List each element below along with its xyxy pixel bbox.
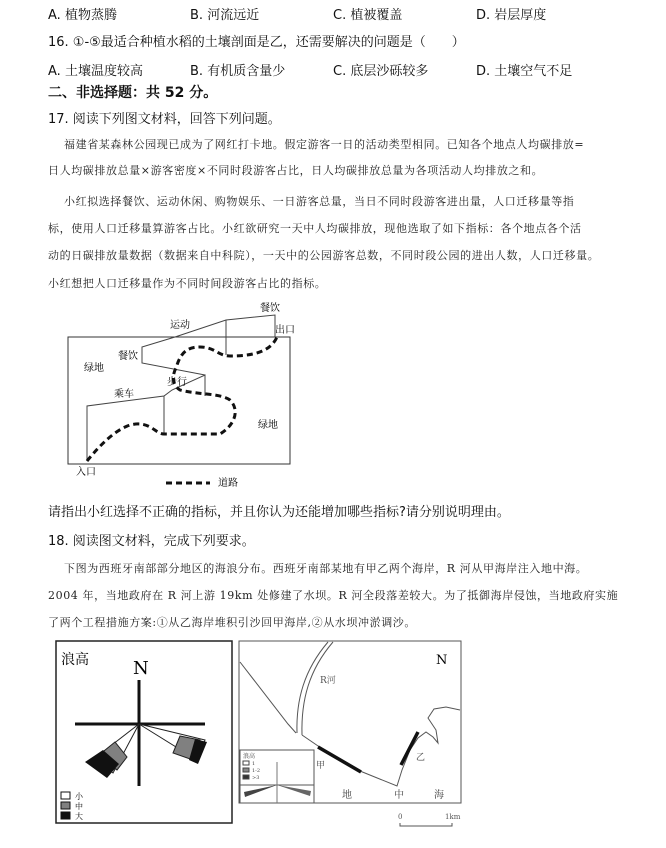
label-green-left: 绿地 bbox=[84, 363, 104, 374]
option-letter: D. bbox=[476, 8, 491, 23]
legend-road-label: 道路 bbox=[218, 478, 238, 489]
label-exit: 出口 bbox=[275, 325, 295, 336]
q15-option-c bbox=[333, 4, 402, 23]
q15-option-a bbox=[48, 4, 117, 23]
scale-bar bbox=[400, 823, 452, 826]
option-letter: D. bbox=[476, 64, 491, 79]
q17-question: 请指出小红选择不正确的指标，并且你认为还能增加哪些指标?请分别说明理由。 bbox=[48, 505, 510, 520]
inset-swatch-2 bbox=[243, 768, 249, 772]
option-letter: A. bbox=[48, 64, 61, 79]
q18-para-line: 了两个工程措施方案:①从乙海岸堆积引沙回甲海岸,②从水坝冲淤调沙。 bbox=[48, 616, 416, 629]
option-text: 有机质含量少 bbox=[207, 64, 286, 79]
q17-stem: 17. 阅读下列图文材料，回答下列问题。 bbox=[48, 112, 281, 127]
inset-legend-2: 1-2 bbox=[252, 768, 261, 774]
option-text: 岩层厚度 bbox=[494, 8, 547, 23]
inset-title: 浪高 bbox=[243, 753, 256, 760]
route-line-upper bbox=[142, 315, 275, 375]
q18-para-line: 2004 年，当地政府在 R 河上游 19km 处修建了水坝。R 河全段落差较大。为了抵御海岸侵蚀，当地政府实施 bbox=[48, 589, 619, 602]
q16-option-d bbox=[476, 60, 572, 79]
q17-para1-line: 福建省某森林公园现已成为了网红打卡地。假定游客一日的活动类型相同。已知各个地点人均碳排放= bbox=[64, 138, 585, 151]
label-bus: 乘车 bbox=[114, 389, 134, 400]
legend-large: 大 bbox=[75, 812, 83, 821]
inset-legend-1: 1 bbox=[252, 761, 256, 767]
coast-map-figure bbox=[238, 640, 466, 830]
scale-one-km: 1km bbox=[445, 813, 461, 821]
inset-legend-3: >3 bbox=[252, 775, 260, 781]
label-dining-top: 餐饮 bbox=[260, 303, 280, 314]
section-heading: 二、非选择题：共 52 分。 bbox=[48, 85, 218, 101]
q15-option-d bbox=[476, 4, 546, 23]
sea-label-1: 地 bbox=[342, 790, 352, 801]
river-label: R河 bbox=[320, 676, 336, 686]
inset-swatch-3 bbox=[243, 775, 249, 779]
label-entrance: 入口 bbox=[76, 467, 96, 478]
option-text: 河流远近 bbox=[207, 8, 260, 23]
route-line-lower bbox=[87, 375, 205, 461]
legend-small: 小 bbox=[75, 792, 83, 801]
coast-a-label: 甲 bbox=[316, 761, 326, 771]
legend-swatch-small bbox=[61, 792, 70, 799]
q18-para-line: 下图为西班牙南部部分地区的海浪分布。西班牙南部某地有甲乙两个海岸，R 河从甲海岸注入地中海。 bbox=[64, 562, 588, 575]
option-text: 植物蒸腾 bbox=[64, 8, 117, 23]
option-letter: C. bbox=[333, 8, 347, 23]
q16-option-b bbox=[190, 60, 285, 79]
option-text: 植被覆盖 bbox=[350, 8, 403, 23]
park-map-figure bbox=[60, 295, 310, 495]
label-dining-left: 餐饮 bbox=[118, 351, 138, 362]
scale-zero: 0 bbox=[398, 813, 403, 821]
sea-label-2: 中 bbox=[394, 790, 404, 801]
option-letter: B. bbox=[190, 64, 204, 79]
option-text: 土壤温度较高 bbox=[64, 64, 143, 79]
q15-option-b bbox=[190, 4, 259, 23]
option-letter: A. bbox=[48, 8, 61, 23]
legend-swatch-large bbox=[61, 812, 70, 819]
q17-para2-line: 动的日碳排放量数据（数据来自中科院），一天中的公园游客总数，不同时段公园的进出人数，人口迁移量。 bbox=[48, 249, 600, 262]
legend-swatch-medium bbox=[61, 802, 70, 809]
q17-para2-line: 小红拟选择餐饮、运动休闲、购物娱乐、一日游客总量，当日不同时段游客进出量，人口迁移量等指 bbox=[64, 195, 575, 208]
wave-rose-title: 浪高 bbox=[61, 652, 89, 668]
q16-option-a bbox=[48, 60, 143, 79]
label-sport: 运动 bbox=[170, 320, 190, 331]
q17-para1-line: 日人均碳排放总量×游客密度×不同时段游客占比，日人均碳排放总量为各项活动人均排放之和。 bbox=[48, 164, 544, 177]
option-text: 土壤空气不足 bbox=[494, 64, 573, 79]
label-walk: 步行 bbox=[167, 377, 187, 388]
wave-rose-figure bbox=[55, 640, 233, 828]
q16-stem: 16. ①-⑤最适合种植水稻的土壤剖面是乙，还需要解决的问题是（ ） bbox=[48, 35, 465, 50]
option-letter: B. bbox=[190, 8, 204, 23]
option-text: 底层沙砾较多 bbox=[350, 64, 429, 79]
sea-label-3: 海 bbox=[434, 790, 444, 801]
option-letter: C. bbox=[333, 64, 347, 79]
q18-stem: 18. 阅读图文材料，完成下列要求。 bbox=[48, 534, 255, 549]
q16-option-c bbox=[333, 60, 428, 79]
coast-b-label: 乙 bbox=[416, 753, 426, 763]
north-label: N bbox=[133, 658, 149, 679]
coast-north-label: N bbox=[436, 653, 448, 668]
q17-para2-line: 小红想把人口迁移量作为不同时间段游客占比的指标。 bbox=[48, 277, 327, 290]
label-green-right: 绿地 bbox=[258, 420, 278, 431]
inset-swatch-1 bbox=[243, 761, 249, 765]
q17-para2-line: 标，使用人口迁移量算游客占比。小红欲研究一天中人均碳排放，现他选取了如下指标：各个地点各个活 bbox=[48, 222, 582, 235]
legend-medium: 中 bbox=[75, 802, 83, 811]
